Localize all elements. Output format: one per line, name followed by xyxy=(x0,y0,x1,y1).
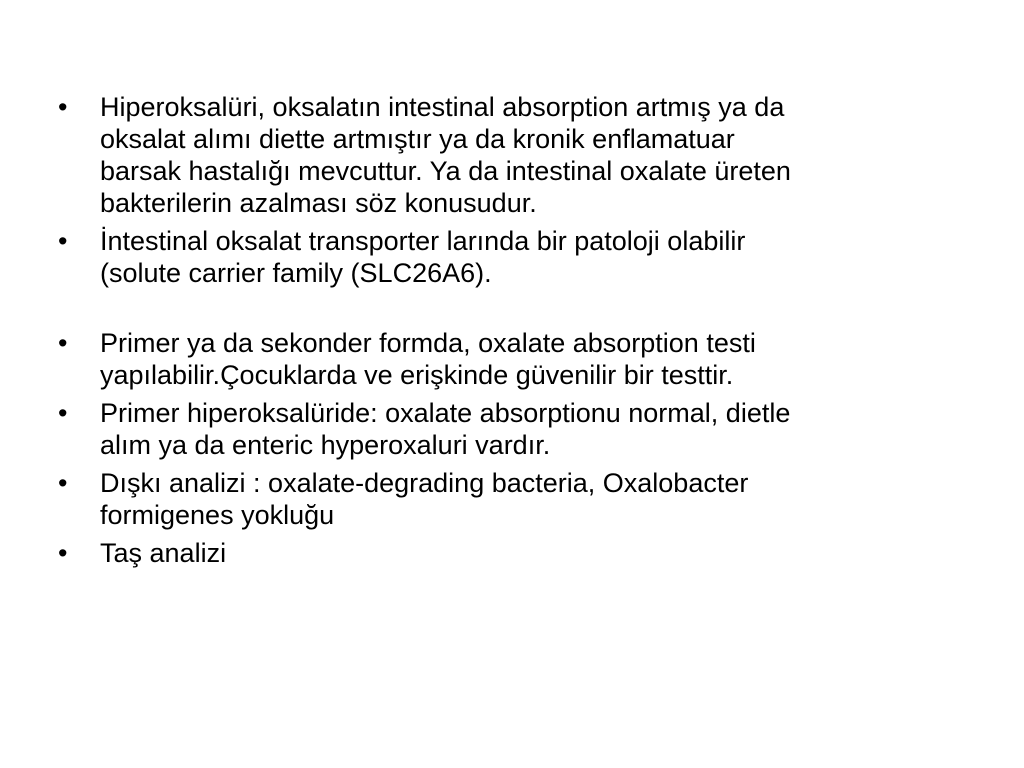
bullet-marker: • xyxy=(58,538,68,568)
bullet-text-6: Taş analizi xyxy=(100,538,227,568)
bullet-item-2 xyxy=(58,225,988,289)
bullet-marker: • xyxy=(58,226,68,256)
bullet-text-2: İntestinal oksalat transporter larında bir patoloji olabilir (solute carrier family (SLC26A6). xyxy=(100,226,746,288)
bullet-item-6 xyxy=(58,537,988,569)
bullet-marker: • xyxy=(58,398,68,428)
bullet-text-3: Primer ya da sekonder formda, oxalate absorption testi yapılabilir.Çocuklarda ve erişkinde güvenilir bir testtir. xyxy=(100,328,756,390)
bullet-marker: • xyxy=(58,92,68,122)
bullet-item-5 xyxy=(58,467,988,531)
bullet-item-3 xyxy=(58,327,988,391)
bullet-marker: • xyxy=(58,468,68,498)
bullet-text-1: Hiperoksalüri, oksalatın intestinal absorption artmış ya da oksalat alımı diette artmıştır ya da kronik enflamatuar barsak hastalığı mevcuttur. Ya da intestinal oxalate üreten bakterilerin azalması söz konusudur. xyxy=(100,92,791,218)
bullet-item-4 xyxy=(58,397,988,461)
bullet-item-1 xyxy=(58,91,988,219)
bullet-list xyxy=(58,91,988,575)
bullet-text-4: Primer hiperoksalüride: oxalate absorptionu normal, dietle alım ya da enteric hyperoxaluri vardır. xyxy=(100,398,791,460)
bullet-text-5: Dışkı analizi : oxalate-degrading bacteria, Oxalobacter formigenes yokluğu xyxy=(100,468,749,530)
bullet-marker: • xyxy=(58,328,68,358)
